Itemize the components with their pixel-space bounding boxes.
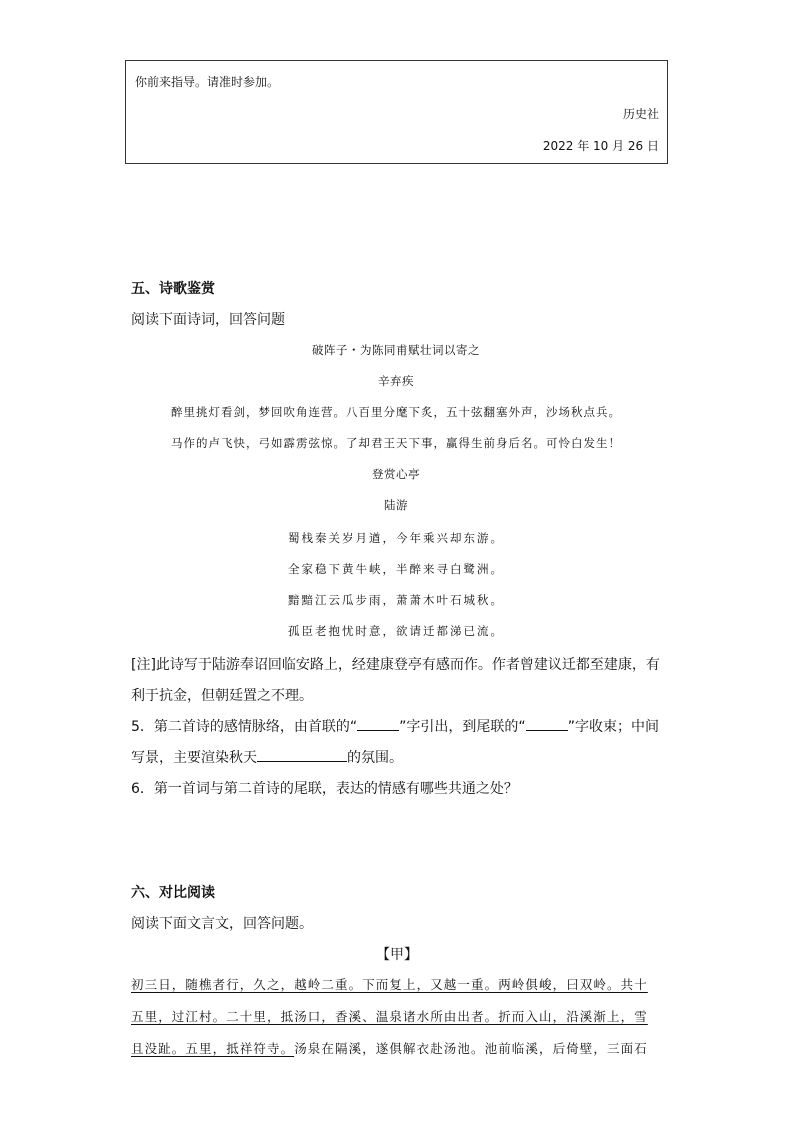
section6-heading: 六、对比阅读 [131,885,215,901]
note-line: 利于抗金，但朝廷置之不理。 [131,688,313,704]
section6-intro: 阅读下面文言文，回答问题。 [131,916,313,932]
q5-part2: ”字引出，到尾联的“ [399,719,526,735]
notice-org: 历史社 [622,107,659,121]
passage-line [131,1039,663,1057]
note-line: [注]此诗写于陆游奉诏回临安路上，经建康登亭有感而作。作者曾建议迁都至建康，有 [131,657,660,673]
poem1-author: 辛弃疾 [378,374,414,388]
passage-line [131,975,663,993]
passage-line [131,1007,663,1025]
q5-line2a: 写景，主要渲染秋天 [131,750,257,766]
passage-text: 汤泉在隔溪，遂俱解衣赴汤池。池前临溪，后倚壁，三面石 [294,1041,648,1056]
poem1-line: 马作的卢飞快，弓如霹雳弦惊。了却君王天下事，赢得生前身后名。可怜白发生！ [171,436,621,450]
section5-intro: 阅读下面诗词，回答问题 [131,312,285,328]
poem2-line: 蜀栈秦关岁月遒，今年乘兴却东游。 [288,531,504,545]
answer-blank[interactable] [526,730,568,731]
poem2-author: 陆游 [384,498,408,512]
underlined-text: 五里，过江村。二十里，抵汤口，香溪、温泉诸水所由出者。折而入山，沿溪渐上，雪 [131,1009,648,1024]
answer-blank[interactable] [357,730,399,731]
poem2-line: 全家稳下黄牛峡，半醉来寻白鹭洲。 [288,562,504,576]
notice-date: 2022 年 10 月 26 日 [542,139,659,153]
notice-box [125,60,668,164]
poem1-title: 破阵子・为陈同甫赋壮词以寄之 [312,343,480,357]
passage-label: 【甲】 [376,947,418,963]
poem1-line: 醉里挑灯看剑，梦回吹角连营。八百里分麾下炙，五十弦翻塞外声，沙场秋点兵。 [171,405,621,419]
question-6: 6．第一首词与第二首诗的尾联，表达的情感有哪些共通之处？ [131,781,518,797]
question-5-cont [131,747,403,767]
q5-line2b: 的氛围。 [347,750,403,766]
poem2-title: 登赏心亭 [372,467,420,481]
section5-heading: 五、诗歌鉴赏 [131,281,215,297]
question-5 [131,716,659,736]
underlined-text: 初三日，随樵者行，久之，越岭二重。下而复上，又越一重。两岭俱峻，曰双岭。共十 [131,977,648,992]
answer-blank[interactable] [257,761,347,762]
poem2-line: 黯黯江云瓜步雨，萧萧木叶石城秋。 [288,593,504,607]
q5-part3: ”字收束；中间 [567,719,659,735]
underlined-text: 且没趾。五里，抵祥符寺。 [131,1041,295,1056]
notice-text: 你前来指导。请准时参加。 [135,75,280,89]
q5-part1: 5．第二首诗的感情脉络，由首联的“ [131,719,358,735]
poem2-line: 孤臣老抱忧时意，欲请迁都涕已流。 [288,624,504,638]
